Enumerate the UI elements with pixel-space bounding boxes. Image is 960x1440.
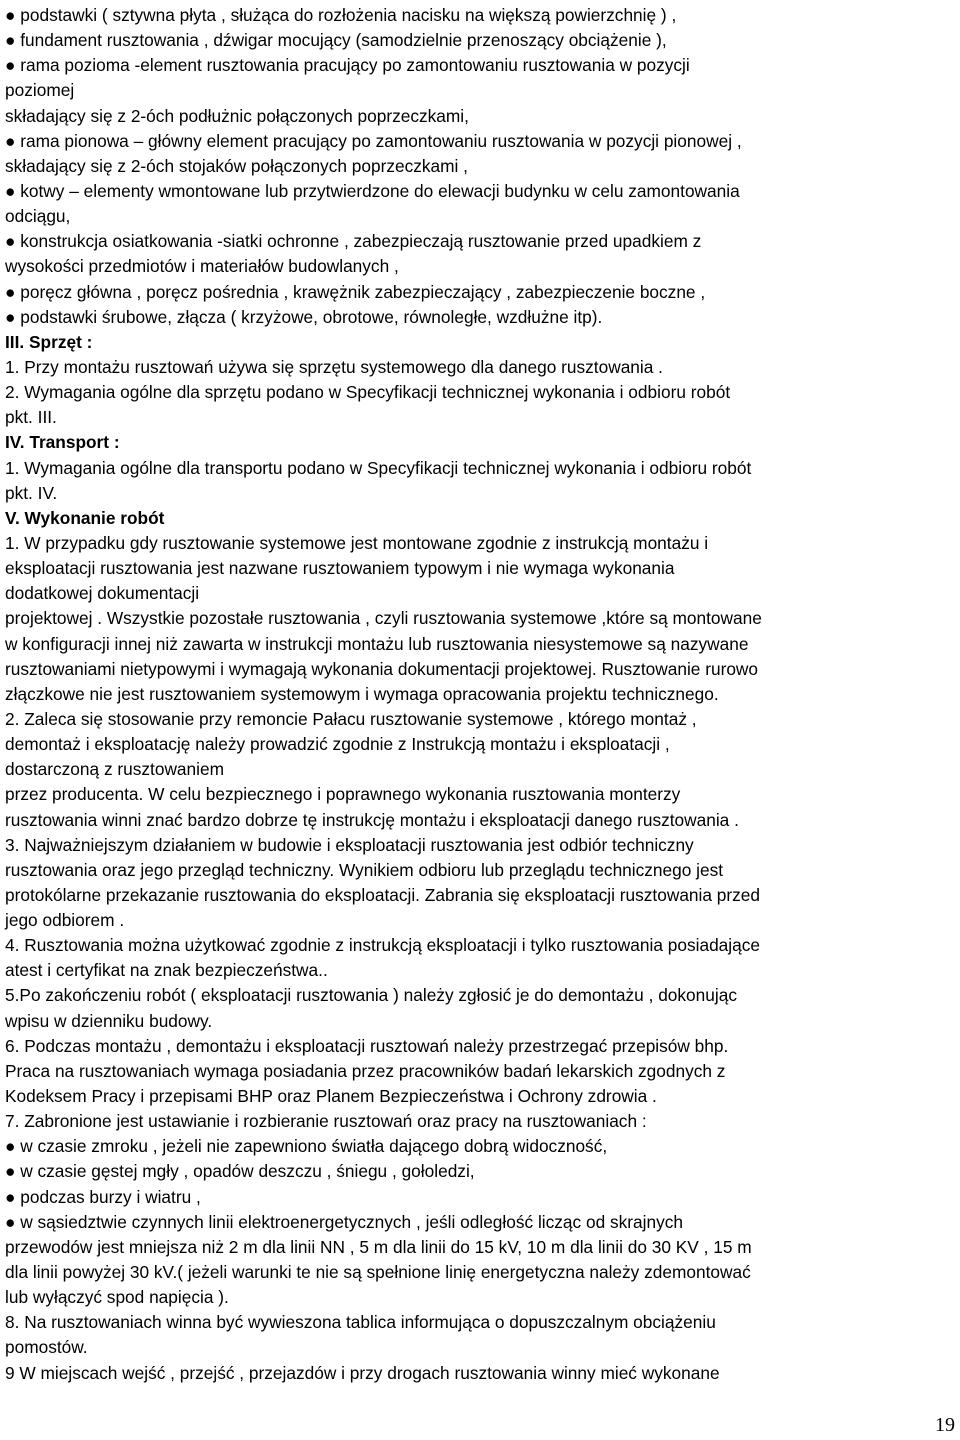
text-line: rusztowaniami nietypowymi i wymagają wykonania dokumentacji projektowej. Rusztowanie rurowo [5,658,759,679]
text-line: 2. Zaleca się stosowanie przy remoncie Pałacu rusztowanie systemowe , którego montaż , [5,708,697,729]
text-line: składający się z 2-óch podłużnic połączonych poprzeczkami, [5,105,469,126]
text-line: ● podstawki ( sztywna płyta , służąca do rozłożenia nacisku na większą powierzchnię ) , [5,5,677,25]
text-line: składający się z 2-óch stojaków połączonych poprzeczkami , [5,155,468,176]
text-line: wysokości przedmiotów i materiałów budowlanych , [5,256,399,277]
text-line: projektowej . Wszystkie pozostałe rusztowania , czyli rusztowania systemowe ,które są montowane [5,608,762,629]
page-number: 19 [935,1414,955,1436]
text-line: ● podstawki śrubowe, złącza ( krzyżowe, obrotowe, równoległe, wzdłużne itp). [5,306,603,327]
text-line: dodatkowej dokumentacji [5,583,200,604]
text-line: 7. Zabronione jest ustawianie i rozbieranie rusztowań oraz pracy na rusztowaniach : [5,1111,647,1132]
section-heading: V. Wykonanie robót [5,507,165,528]
text-line: dla linii powyżej 30 kV.( jeżeli warunki te nie są spełnione linię energetyczna należy zdemontować [5,1262,751,1283]
text-line: Kodeksem Pracy i przepisami BHP oraz Planem Bezpieczeństwa i Ochrony zdrowia . [5,1086,657,1107]
text-line: pkt. III. [5,407,57,428]
text-line: 5.Po zakończeniu robót ( eksploatacji rusztowania ) należy zgłosić je do demontażu , dokonując [5,985,737,1006]
text-line: 9 W miejscach wejść , przejść , przejazdów i przy drogach rusztowania winny mieć wykonane [5,1362,720,1383]
text-line: ● w czasie gęstej mgły , opadów deszczu , śniegu , gołoledzi, [5,1161,475,1182]
text-line: 6. Podczas montażu , demontażu i eksploatacji rusztowań należy przestrzegać przepisów bhp. [5,1035,729,1056]
text-line: jego odbiorem . [5,910,125,931]
text-line: dostarczoną z rusztowaniem [5,759,224,780]
text-line: ● kotwy – elementy wmontowane lub przytwierdzone do elewacji budynku w celu zamontowania [5,180,740,201]
text-line: wpisu w dzienniku budowy. [5,1010,213,1031]
text-line: eksploatacji rusztowania jest nazwane rusztowaniem typowym i nie wymaga wykonania [5,558,675,579]
text-line: Praca na rusztowaniach wymaga posiadania przez pracowników badań lekarskich zgodnych z [5,1060,726,1081]
text-line: ● poręcz główna , poręcz pośrednia , krawężnik zabezpieczający , zabezpieczenie boczne , [5,281,706,302]
text-line: w konfiguracji innej niż zawarta w instrukcji montażu lub rusztowania niesystemowe są nazywane [5,633,749,654]
text-line: 1. W przypadku gdy rusztowanie systemowe jest montowane zgodnie z instrukcją montażu i [5,532,709,553]
text-line: lub wyłączyć spod napięcia ). [5,1287,229,1308]
text-line: ● w czasie zmroku , jeżeli nie zapewniono światła dającego dobrą widoczność, [5,1136,608,1157]
text-line: ● w sąsiedztwie czynnych linii elektroenergetycznych , jeśli odległość licząc od skrajnych [5,1211,683,1232]
text-line: pomostów. [5,1337,88,1358]
text-line: odciągu, [5,206,71,227]
text-line: ● podczas burzy i wiatru , [5,1186,201,1207]
text-line: przez producenta. W celu bezpiecznego i poprawnego wykonania rusztowania monterzy [5,784,681,805]
section-heading: IV. Transport : [5,432,120,453]
section-heading: III. Sprzęt : [5,331,93,352]
text-line: ● rama pozioma -element rusztowania pracujący po zamontowaniu rusztowania w pozycji [5,55,690,76]
body-text [5,3,957,1386]
text-line: rusztowania oraz jego przegląd techniczny. Wynikiem odbioru lub przeglądu technicznego jest [5,859,724,880]
text-line: 8. Na rusztowaniach winna być wywieszona tablica informująca o dopuszczalnym obciążeniu [5,1312,716,1333]
text-line: rusztowania winni znać bardzo dobrze tę instrukcję montażu i eksploatacji danego rusztowania . [5,809,739,830]
text-line: atest i certyfikat na znak bezpieczeństwa.. [5,960,328,981]
text-line: 4. Rusztowania można użytkować zgodnie z instrukcją eksploatacji i tylko rusztowania posiadające [5,935,760,956]
text-line: ● fundament rusztowania , dźwigar mocujący (samodzielnie przenoszący obciążenie ), [5,30,667,51]
text-line: demontaż i eksploatację należy prowadzić zgodnie z Instrukcją montażu i eksploatacji , [5,734,670,755]
text-line: przewodów jest mniejsza niż 2 m dla linii NN , 5 m dla linii do 15 kV, 10 m dla linii do 30 KV , 15 m [5,1236,752,1257]
text-line: pkt. IV. [5,482,58,503]
text-line: ● konstrukcja osiatkowania -siatki ochronne , zabezpieczają rusztowanie przed upadkiem z [5,231,702,252]
text-line: 1. Przy montażu rusztowań używa się sprzętu systemowego dla danego rusztowania . [5,356,663,377]
text-line: złączkowe nie jest rusztowaniem systemowym i wymaga opracowania projektu technicznego. [5,683,719,704]
text-line: 2. Wymagania ogólne dla sprzętu podano w Specyfikacji technicznej wykonania i odbioru robót [5,382,731,403]
text-line: poziomej [5,80,75,101]
text-line: 3. Najważniejszym działaniem w budowie i eksploatacji rusztowania jest odbiór techniczny [5,834,694,855]
text-line: 1. Wymagania ogólne dla transportu podano w Specyfikacji technicznej wykonania i odbioru robót [5,457,752,478]
text-line: ● rama pionowa – główny element pracujący po zamontowaniu rusztowania w pozycji pionowej , [5,130,742,151]
text-line: protokólarne przekazanie rusztowania do eksploatacji. Zabrania się eksploatacji rusztowania przed [5,884,761,905]
